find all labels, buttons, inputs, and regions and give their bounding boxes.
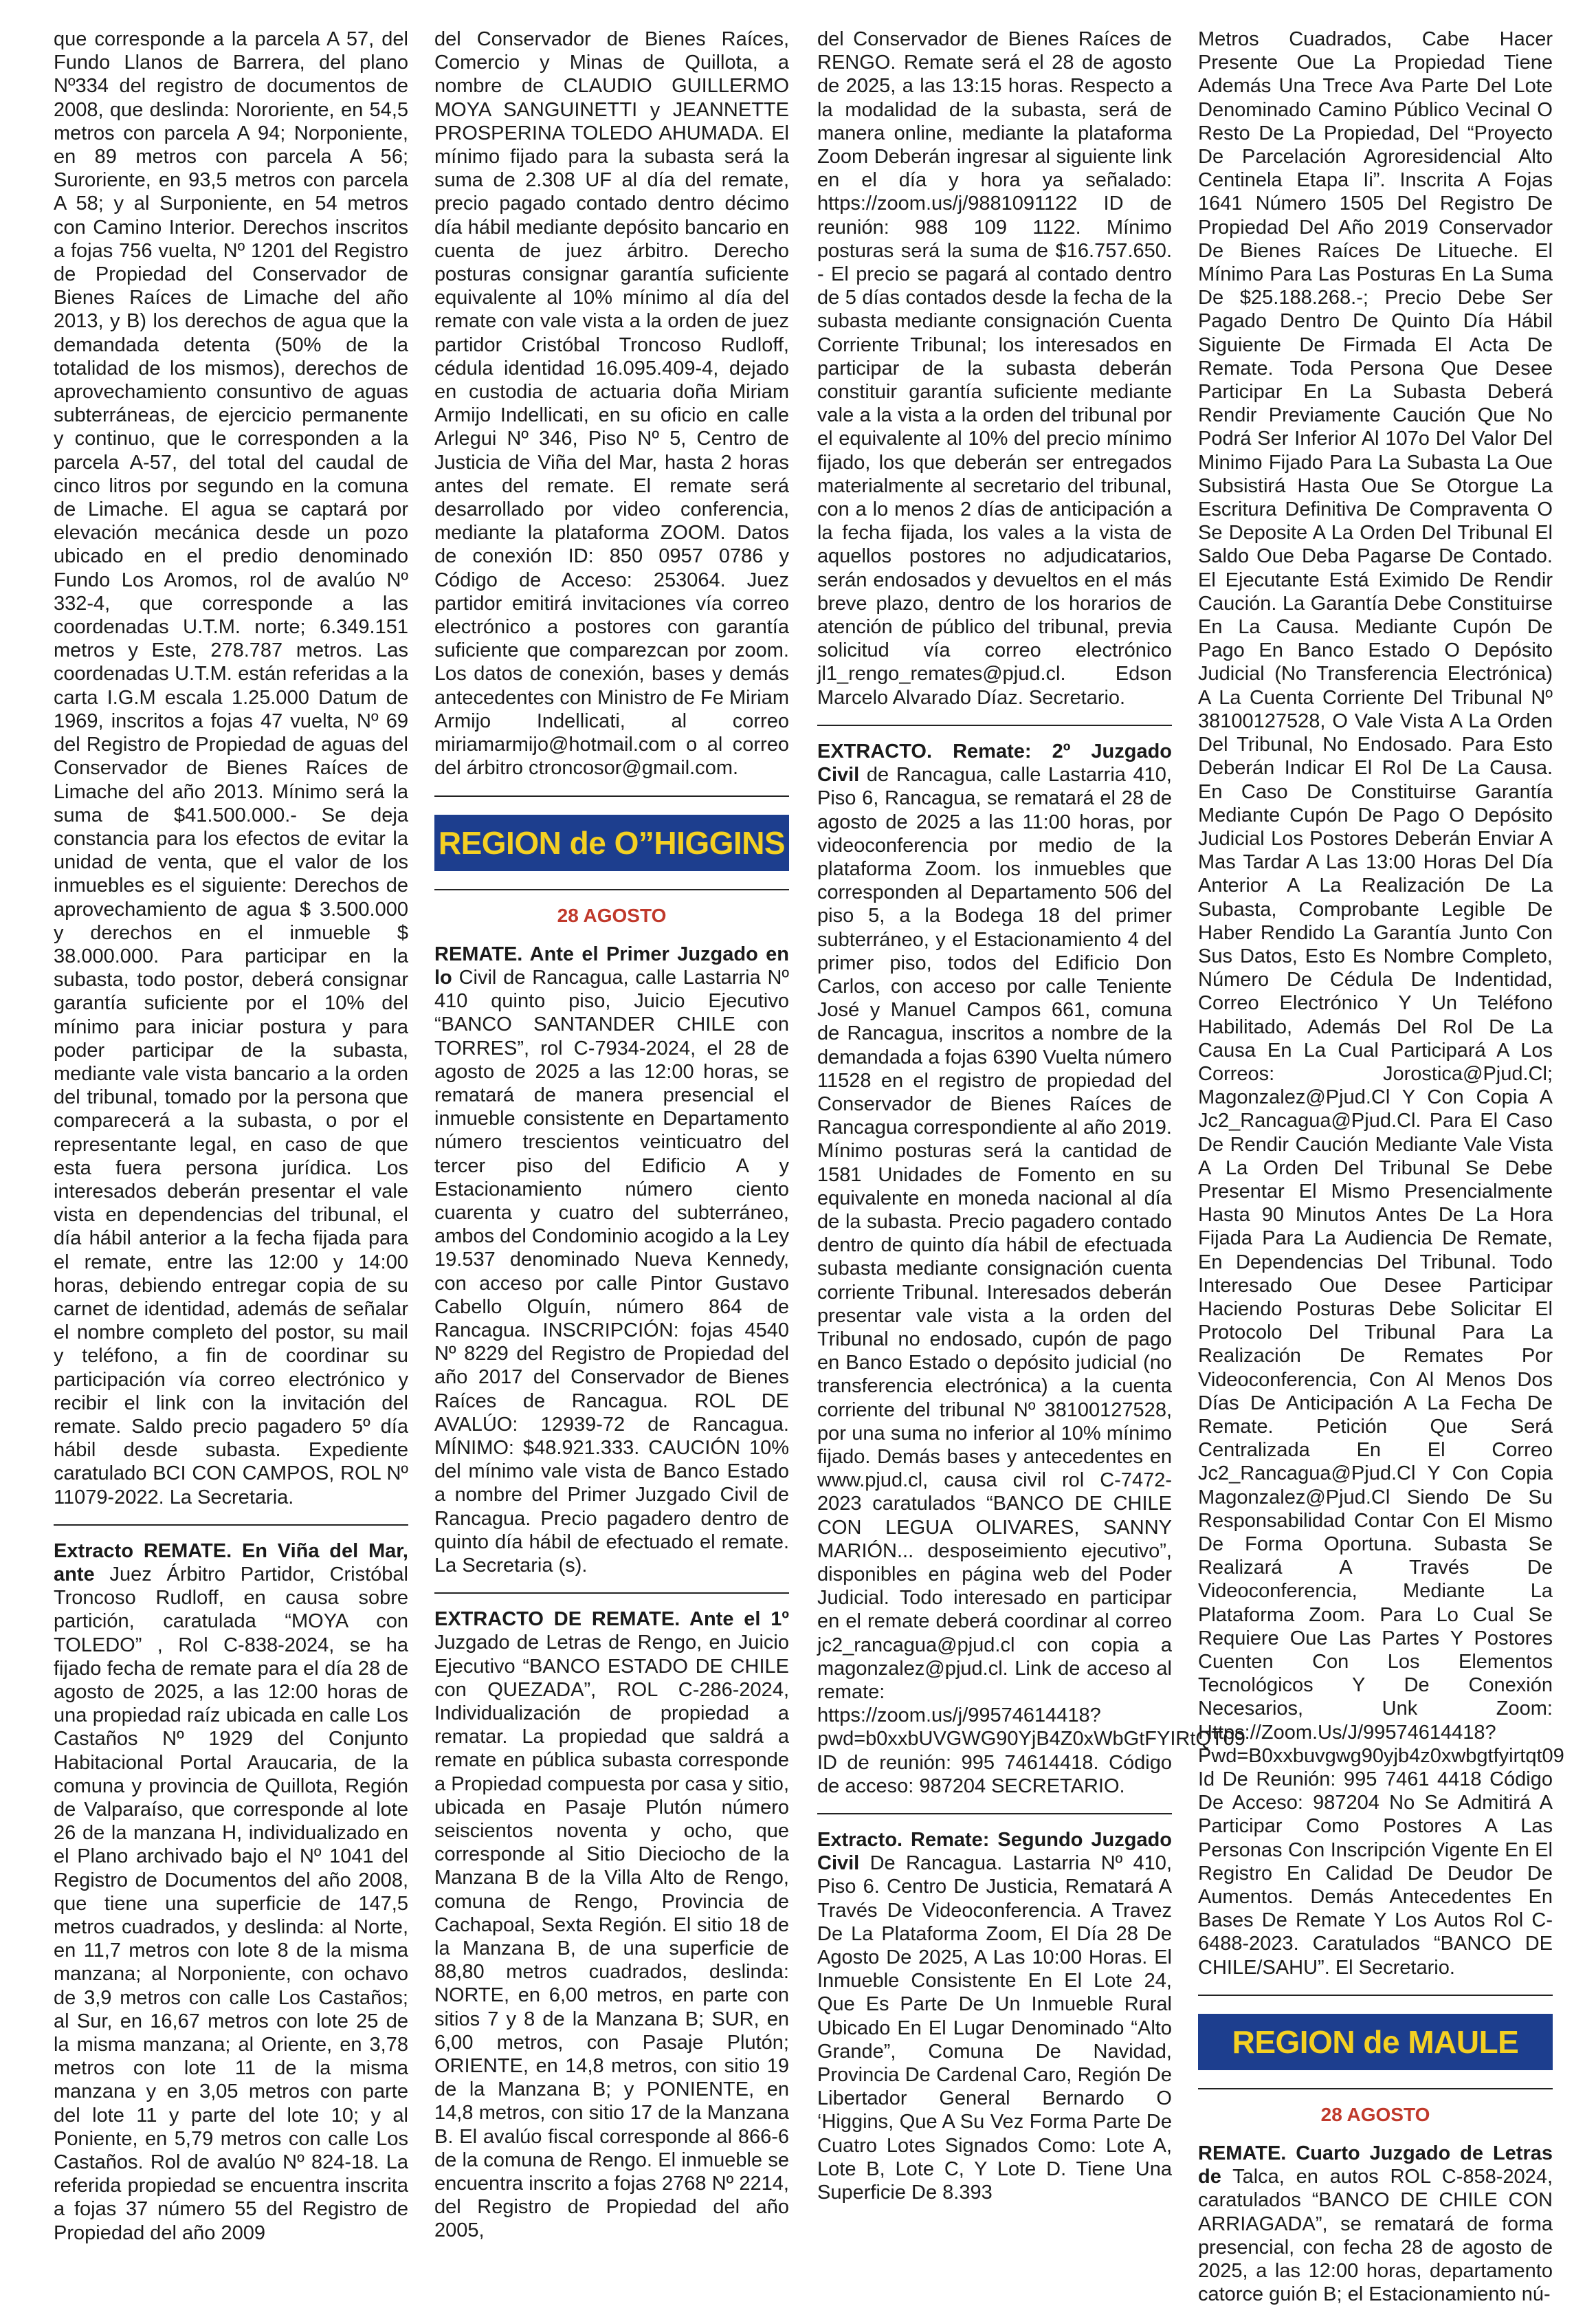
- notice-heading: REMATE. Ante el Primer Juzgado en lo: [434, 943, 789, 989]
- region-banner-maule: REGION de MAULE: [1198, 2014, 1553, 2070]
- section-date: 28 AGOSTO: [557, 904, 667, 926]
- section-date: 28 AGOSTO: [1320, 2103, 1430, 2125]
- notice: [434, 1607, 789, 2242]
- divider: [434, 889, 789, 890]
- notice-text: Civil de Rancagua, calle Lastarria Nº 410 quinto piso, Juicio Ejecutivo “BANCO SANTANDER CHILE con TORRES”, rol C-7934-2024, el 28 de agosto de 2025 a las 12:00 horas, se rematará de manera presencial el inmueble consistente en Departamento número trescientos veinticuatro del tercer piso del Edificio A y Estacionamiento número ciento cuarenta y cuatro del subterráneo, ambos del Condominio acogido a la Ley 19.537 denominado Nueva Kennedy, con acceso por calle Pintor Gustavo Cabello Olguín, número 864 de Rancagua. INSCRIPCIÓN: fojas 4540 Nº 8229 del Registro de Propiedad del año 2017 del Conservador de Bienes Raíces de Rancagua. ROL DE AVALÚO: 12939-72 de Rancagua. MÍNIMO: $48.921.333. CAUCIÓN 10% del mínimo vale vista de Banco Estado a nombre del Primer Juzgado Civil de Rancagua. Precio pagadero dentro de quinto día hábil de efectuado el remate. La Secretaria (s).: [434, 966, 789, 1577]
- divider: [1198, 1995, 1553, 1996]
- notice-heading: EXTRACTO. Remate: 2º Juzgado Civil: [817, 740, 1172, 787]
- divider: [817, 1813, 1172, 1814]
- divider: [434, 1592, 789, 1594]
- notice-text: De Rancagua. Lastarria Nº 410, Piso 6. Centro De Justicia, Rematará A Través De Videoconferencia. A Travez De La Plataforma Zoom, El Día 28 De Agosto De 2025, A Las 10:00 Horas. El Inmueble Consistente En El Lote 24, Que Es Parte De Un Inmueble Rural Ubicado En El Lugar Denominado “Alto Grande”, Comuna De Navidad, Provincia De Cardenal Caro, Región De Libertador General Bernardo O ‘Higgins, Que A Su Vez Forma Parte De Cuatro Lotes Signados Como: Lote A, Lote B, Lote C, Y Lote D. Tiene Una Superficie De 8.393: [817, 1852, 1172, 2204]
- notice: [1198, 2142, 1553, 2306]
- column-2: [434, 28, 789, 2242]
- notice: [817, 740, 1245, 1798]
- region-banner-ohiggins: REGION de O”HIGGINS: [434, 815, 789, 871]
- notice-text: del Conservador de Bienes Raíces, Comercio y Minas de Quillota, a nombre de CLAUDIO GUILLERMO MOYA SANGUINETTI y JEANNETTE PROSPERINA TOLEDO AHUMADA. El mínimo fijado para la subasta será la suma de 2.308 UF al día del remate, precio pagado contado dentro décimo día hábil mediante depósito bancario en cuenta de juez árbitro. Derecho posturas consignar garantía suficiente equivalente al 10% mínimo al día del remate con vale vista a la orden de juez partidor Cristóbal Troncoso Rudloff, cédula identidad 16.095.409-4, dejado en custodia de actuaria doña Miriam Armijo Indellicati, en su oficio en calle Arlegui Nº 346, Piso Nº 5, Centro de Justicia de Viña del Mar, hasta 2 horas antes del remate. El remate será desarrollado por video conferencia, mediante la plataforma ZOOM. Datos de conexión ID: 850 0957 0786 y Código de Acceso: 253064. Juez partidor emitirá invitaciones vía correo electrónico a postores con garantía suficiente que comparezcan por zoom. Los datos de conexión, bases y demás antecedentes con Ministro de Fe Miriam Armijo Indellicati, al correo miriamarmijo@hotmail.com o al correo del árbitro ctroncosor@gmail.com.: [434, 28, 789, 780]
- notice-heading: Extracto REMATE. En Viña del Mar, ante: [54, 1539, 408, 1585]
- notice-text: Juzgado de Letras de Rengo, en Juicio Ejecutivo “BANCO ESTADO DE CHILE con QUEZADA”, ROL C-286-2024, Individualización de propiedad a rematar. La propiedad que saldrá a remate en pública subasta corresponde a Propiedad compuesta por casa y sitio, ubicada en Pasaje Plutón número seiscientos noventa y ocho, que corresponde al Sitio Dieciocho de la Manzana B de la Villa Alto de Rengo, comuna de Rengo, Provincia de Cachapoal, Sexta Región. El sitio 18 de la Manzana B, de una superficie de 88,80 metros cuadrados, deslinda: NORTE, en 6,00 metros, en parte con sitios 7 y 8 de la Manzana B; SUR, en 6,00 metros, con Pasaje Plutón; ORIENTE, en 14,8 metros, con sitio 19 de la Manzana B; y PONIENTE, en 14,8 metros, con sitio 17 de la Manzana B. El avalúo fiscal corresponde al 866-6 de la comuna de Rengo. El inmueble se encuentra inscrito a fojas 2768 Nº 2214, del Registro de Propiedad del año 2005,: [434, 1632, 789, 2242]
- column-3: [817, 28, 1245, 2204]
- notice-text: de Rancagua, calle Lastarria 410, Piso 6, Rancagua, se rematará el 28 de agosto de 2025 a las 11:00 horas, por videoconferencia por medio de la plataforma Zoom. los inmuebles que corresponden al Departamento 506 del piso 5, a la Bodega 18 del primer subterráneo, y el Estacionamiento 4 del primer piso, todos del Edificio Don Carlos, con acceso por calle Teniente José y Manuel Campos 661, comuna de Rancagua, inscritos a nombre de la demandada a fojas 6390 Vuelta número 11528 en el registro de propiedad del Conservador de Bienes Raíces de Rancagua correspondiente al año 2019. Mínimo posturas será la cantidad de 1581 Unidades de Fomento en su equivalente en moneda nacional al día de la subasta. Precio pagadero contado dentro de quinto día hábil de efectuada subasta mediante consignación cuenta corriente Tribunal. Interesados deberán presentar vale vista a la orden del Tribunal no endosado, cupón de pago en Banco Estado o depósito judicial (no transferencia electrónica) a la cuenta corriente del tribunal Nº 38100127528, por una suma no inferior al 10% mínimo fijado. Demás bases y antecedentes en www.pjud.cl, causa civil rol C-7472-2023 caratulados “BANCO DE CHILE CON LEGUA OLIVARES, SANNY MARIÓN... desposeimiento ejecutivo”, disponibles en página web del Poder Judicial. Todo interesado en participar en el remate deberá coordinar al correo jc2_rancagua@pjud.cl con copia a magonzalez@pjud.cl. Link de acceso al remate: https://zoom.us/j/99574614418?pwd=b0xxbUVGWG90YjB4Z0xWbGtFYIRtQT09 ID de reunión: 995 74614418. Código de acceso: 987204 SECRETARIO.: [817, 764, 1245, 1797]
- column-4: [1198, 28, 1564, 2306]
- notice-heading: REMATE. Cuarto Juzgado de Letras de: [1198, 2142, 1553, 2188]
- notice: [54, 1539, 408, 2245]
- column-1: [54, 28, 408, 2244]
- notice-text: del Conservador de Bienes Raíces de RENGO. Remate será el 28 de agosto de 2025, a las 13:15 horas. Respecto a la modalidad de la subasta, será de manera online, mediante la plataforma Zoom Deberán ingresar al siguiente link en el día y hora ya señalado: https://zoom.us/j/9881091122 ID de reunión: 988 109 1122. Mínimo posturas será la suma de $16.757.650. - El precio se pagará al contado dentro de 5 días contados desde la fecha de la subasta mediante consignación Cuenta Corriente Tribunal; los interesados en participar de la subasta deberán constituir garantía suficiente mediante vale a la vista a la orden del tribunal por el equivalente al 10% del precio mínimo fijado, los que deberán ser entregados materialmente al secretario del tribunal, con a lo menos 2 días de anticipación a la fecha fijada, los vales a la vista de aquellos postores no adjudicatarios, serán endosados y devueltos en el más breve plazo, dentro de los horarios de atención de público del tribunal, previa solicitud vía correo electrónico jl1_rengo_remates@pjud.cl. Edson Marcelo Alvarado Díaz. Secretario.: [817, 28, 1172, 709]
- notice: [434, 943, 789, 1577]
- notice-heading: EXTRACTO DE REMATE. Ante el 1º: [434, 1608, 789, 1631]
- divider: [1198, 2088, 1553, 2089]
- divider: [434, 795, 789, 797]
- notice-text: Metros Cuadrados, Cabe Hacer Presente Oue La Propiedad Tiene Además Una Trece Ava Parte Del Lote Denominado Camino Público Vecinal O Resto De La Propiedad, Del “Proyecto De Parcelación Agroresidencial Alto Centinela Etapa Ii”. Inscrita A Fojas 1641 Número 1505 Del Registro De Propiedad Del Año 2019 Conservador De Bienes Raíces De Litueche. El Mínimo Para Las Posturas En La Suma De $25.188.268.-; Precio Debe Ser Pagado Dentro De Quinto Día Hábil Siguiente De Firmada El Acta De Remate. Toda Persona Que Desee Participar En La Subasta Deberá Rendir Previamente Caución Que No Podrá Ser Inferior Al 107o Del Valor Del Minimo Fijado Para La Subasta La Oue Subsistirá Hasta Oue Se Otorgue La Escritura Definitiva De Compraventa O Se Deposite A La Orden Del Tribunal El Saldo Oue Deba Pagarse De Contado. El Ejecutante Está Eximido De Rendir Caución. La Garantía Debe Constituirse En La Causa. Mediante Cupón De Pago En Banco Estado O Depósito Judicial (No Transferencia Electrónica) A La Cuenta Corriente Del Tribunal Nº 38100127528, O Vale Vista A La Orden Del Tribunal, No Endosado. Para Esto Deberán Indicar El Rol De La Causa. En Caso De Constituirse Garantía Mediante Cupón De Pago O Depósito Judicial Los Postores Deberán Enviar A Mas Tardar A Las 13:00 Horas Del Día Anterior A La Realización De La Subasta, Comprobante Legible De Haber Rendido La Garantía Junto Con Sus Datos, Esto Es Nombre Completo, Número De Cédula De Indentidad, Correo Electrónico Y Un Teléfono Habilitado, Además Del Rol De La Causa En La Cual Participará A Los Correos: Jorostica@Pjud.Cl; Magonzalez@Pjud.Cl Y Con Copia A Jc2_Rancagua@Pjud.Cl. Para El Caso De Rendir Caución Mediante Vale Vista A La Orden Del Tribunal Se Debe Presentar El Mismo Presencialmente Hasta 90 Minutos Antes De La Hora Fijada Para La Audiencia De Remate, En Dependencias Del Tribunal. Todo Interesado Oue Desee Participar Haciendo Posturas Debe Solicitar El Protocolo Del Tribunal Para La Realización De Remates Por Videoconferencia, Con Al Menos Dos Días De Anticipación A La Fecha De Remate. Petición Que Será Centralizada En El Correo Jc2_Rancagua@Pjud.Cl Y Con Copia Magonzalez@Pjud.Cl Siendo De Su Responsabilidad Contar Con El Mismo De Forma Oportuna. Subasta Se Realizará A Través De Videoconferencia, Mediante La Plataforma Zoom. Para Lo Cual Se Requiere Oue Las Partes Y Postores Cuenten Con Los Elementos Tecnológicos Y De Conexión Necesarios, Unk Zoom: Https://Zoom.Us/J/99574614418?Pwd=B0xxbuvgwg90yjb4z0xwbgtfyirtqt09 Id De Reunión: 995 7461 4418 Código De Acceso: 987204 No Se Admitirá A Participar Como Postores A Las Personas Con Inscripción Vigente En El Registro En Calidad De Deudor De Aumentos. Demás Antecedentes En Bases De Remate Y Los Autos Rol C-6488-2023. Caratulados “BANCO DE CHILE/SAHU”. El Secretario.: [1198, 28, 1564, 1979]
- divider: [54, 1524, 408, 1526]
- divider: [817, 725, 1172, 726]
- notice-heading: Extracto. Remate: Segundo Juzgado Civil: [817, 1829, 1172, 1875]
- notice-text: Talca, en autos ROL C-858-2024, caratulados “BANCO DE CHILE CON ARRIAGADA”, se rematará de forma presencial, con fecha 28 de agosto de 2025, a las 12:00 horas, departamento catorce guión B; el Estacionamiento nú-: [1198, 2166, 1553, 2306]
- notice-text: Juez Árbitro Partidor, Cristóbal Troncoso Rudloff, en causa sobre partición, caratulada “MOYA con TOLEDO” , Rol C-838-2024, se ha fijado fecha de remate para el día 28 de agosto de 2025, a las 12:00 horas de una propiedad raíz ubicada en calle Los Castaños Nº 1929 del Conjunto Habitacional Portal Araucaria, de la comuna y provincia de Quillota, Región de Valparaíso, que corresponde al lote 26 de la manzana H, individualizado en el Plano archivado bajo el Nº 1041 del Registro de Documentos del año 2008, que tiene una superficie de 147,5 metros cuadrados, y deslinda: al Norte, en 11,7 metros con lote 8 de la misma manzana; al Norponiente, con ochavo de 3,9 metros con calle Los Castaños; al Sur, en 16,67 metros con lote 25 de la misma manzana; al Oriente, en 3,78 metros con lote 11 de la misma manzana y en 3,05 metros con parte del lote 11 y parte del lote 10; y al Poniente, en 5,79 metros con calle Los Castaños. Rol de avalúo Nº 824-18. La referida propiedad se encuentra inscrita a fojas 37 número 55 del Registro de Propiedad del año 2009: [54, 1563, 408, 2244]
- notice-text: que corresponde a la parcela A 57, del Fundo Llanos de Barrera, del plano Nº334 del registro de documentos de 2008, que deslinda: Nororiente, en 54,5 metros con parcela A 94; Norponiente, en 89 metros con parcela A 56; Suroriente, en 93,5 metros con parcela A 58; y al Surponiente, en 54 metros con Camino Interior. Derechos inscritos a fojas 756 vuelta, Nº 1201 del Registro de Propiedad del Conservador de Bienes Raíces de Limache del año 2013, y B) los derechos de agua que la demandada detenta (50% de la totalidad de los mismos), derechos de aprovechamiento consuntivo de aguas subterráneas, de ejercicio permanente y continuo, que le corresponden a la parcela A-57, del total del caudal de cinco litros por segundo en la comuna de Limache. El agua se captará por elevación mecánica desde un pozo ubicado en el predio denominado Fundo Los Aromos, rol de avalúo Nº 332-4, que corresponde a las coordenadas U.T.M. norte; 6.349.151 metros y Este, 278.787 metros. Las coordenadas U.T.M. están referidas a la carta I.G.M escala 1.25.000 Datum de 1969, inscritos a fojas 47 vuelta, Nº 69 del Registro de Propiedad de aguas del Conservador de Bienes Raíces de Limache del año 2013. Mínimo será la suma de $41.500.000.- Se deja constancia para los efectos de evitar la unidad de venta, que el valor de los inmuebles es el siguiente: Derechos de aprovechamiento de agua $ 3.500.000 y derechos en el inmueble $ 38.000.000. Para participar en la subasta, todo postor, deberá consignar garantía suficiente por el 10% del mínimo para iniciar postura y para poder participar de la subasta, mediante vale vista bancario a la orden del tribunal, tomado por la persona que comparecerá a la subasta, o por el representante legal, en caso de que esta fuera persona jurídica. Los interesados deberán presentar el vale vista en dependencias del tribunal, el día hábil anterior a la fecha fijada para el remate, entre las 12:00 y 14:00 horas, debiendo entregar copia de su carnet de identidad, además de señalar el nombre completo del postor, su mail y teléfono, a fin de coordinar su participación vía correo electrónico y recibir el link con la invitación del remate. Saldo precio pagadero 5º día hábil desde subasta. Expediente caratulado BCI CON CAMPOS, ROL Nº 11079-2022. La Secretaria.: [54, 28, 408, 1508]
- notice: [817, 1828, 1172, 2204]
